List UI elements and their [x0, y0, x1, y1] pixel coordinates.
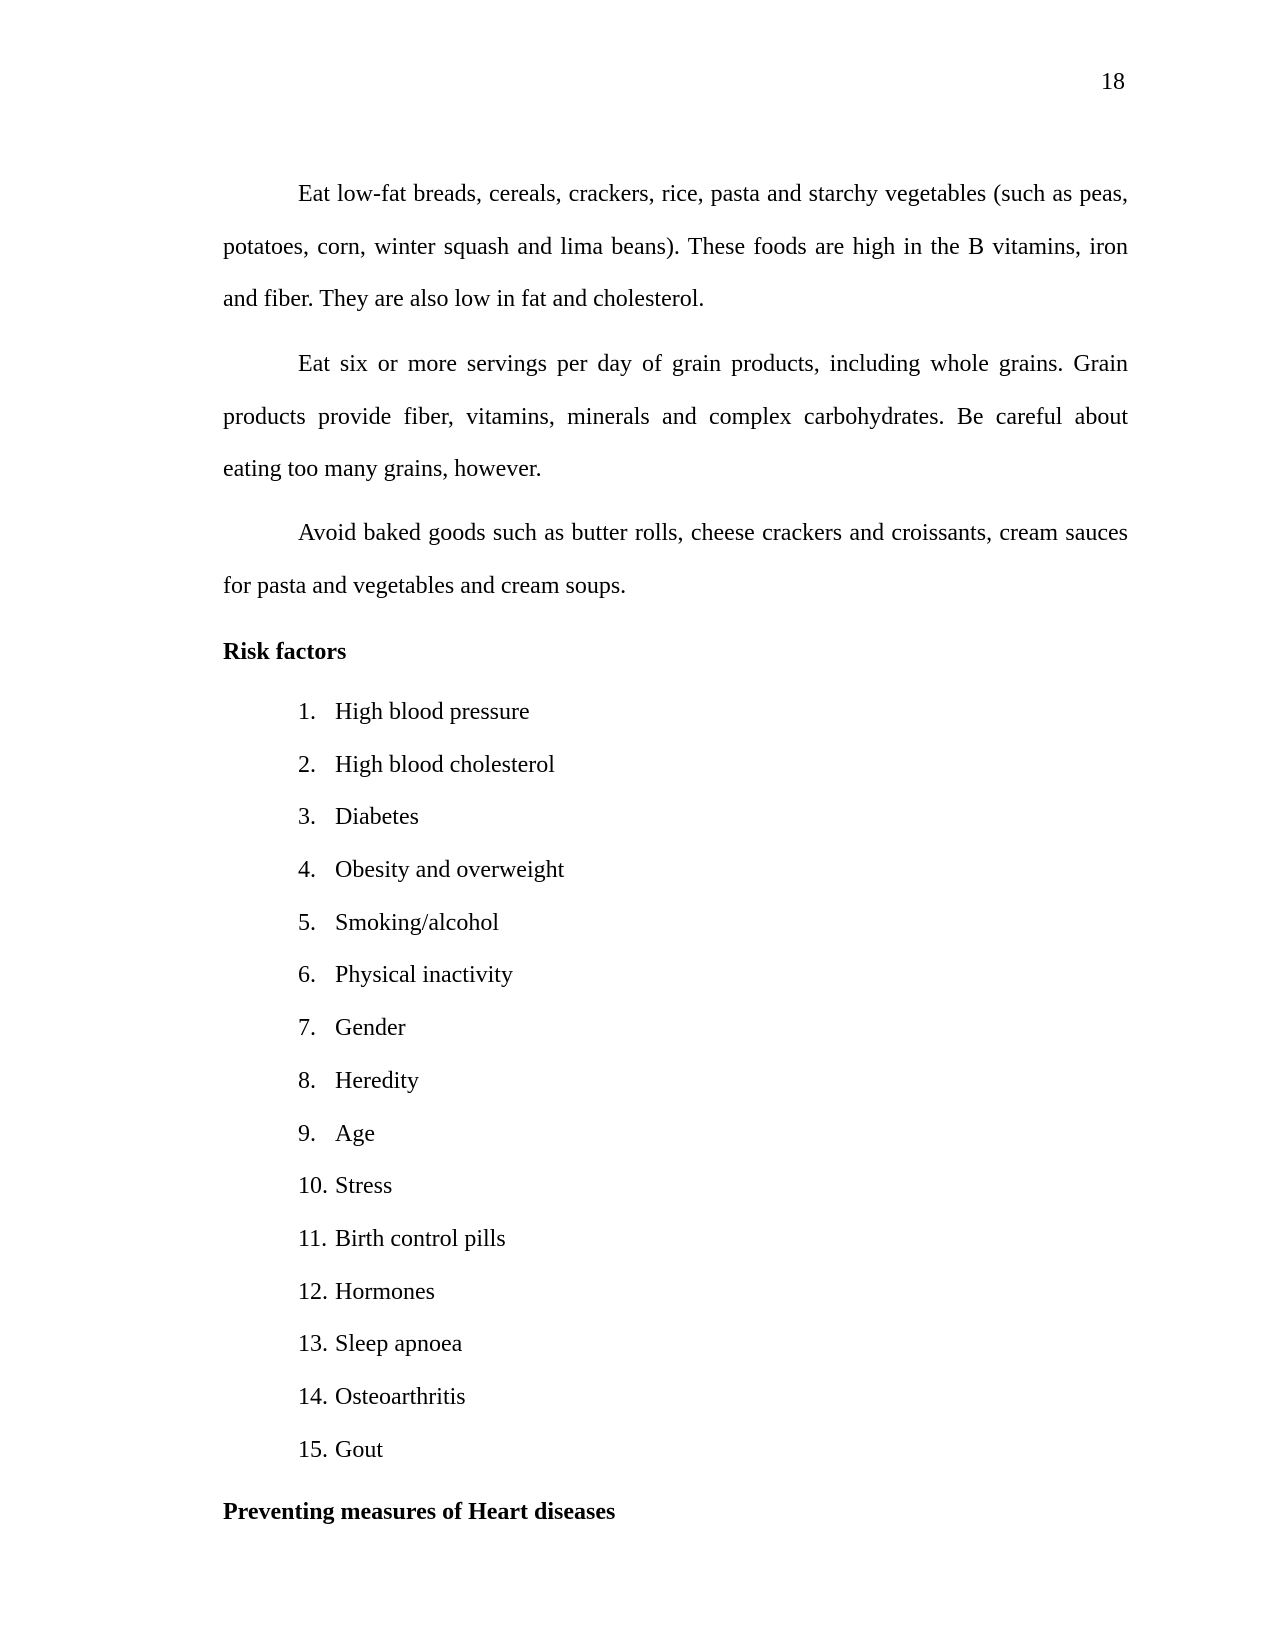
paragraph-avoid-baked-goods: Avoid baked goods such as butter rolls, cheese crackers and croissants, cream sauces for pasta and vegetables and cream soups. — [223, 520, 1128, 599]
list-item-number: 1. — [298, 699, 316, 725]
list-item-text: Birth control pills — [335, 1225, 506, 1252]
list-item-number: 3. — [298, 804, 316, 831]
list-item-number: 9. — [298, 1120, 316, 1147]
page-number: 18 — [1101, 69, 1125, 95]
list-item-number: 12. — [298, 1278, 328, 1305]
list-item-text: Smoking/alcohol — [335, 909, 499, 936]
list-item-text: Osteoarthritis — [335, 1383, 466, 1410]
list-item-text: Heredity — [335, 1067, 419, 1094]
list-item-number: 14. — [298, 1383, 328, 1410]
list-item-text: Diabetes — [335, 804, 419, 831]
list-item-text: Obesity and overweight — [335, 857, 565, 884]
list-item-number: 4. — [298, 857, 316, 884]
list-item-text: High blood pressure — [335, 699, 530, 725]
list-item-text: Gout — [335, 1436, 383, 1463]
list-item-number: 10. — [298, 1173, 328, 1200]
list-item-text: Gender — [335, 1015, 406, 1042]
list-item-number: 7. — [298, 1015, 316, 1042]
list-item-number: 13. — [298, 1331, 328, 1358]
list-item-number: 11. — [298, 1225, 328, 1252]
list-item-text: Physical inactivity — [335, 962, 513, 989]
list-item-text: Hormones — [335, 1278, 435, 1305]
list-item-number: 6. — [298, 962, 316, 989]
list-item-number: 15. — [298, 1436, 328, 1463]
paragraph-low-fat-foods: Eat low-fat breads, cereals, crackers, rice, pasta and starchy vegetables (such as peas, potatoes, corn, winter squash and lima beans). These foods are high in the B vitamins, iron and fiber. They are also low in fat and cholesterol. — [223, 181, 1128, 313]
list-item-text: Sleep apnoea — [335, 1331, 463, 1358]
risk-factors-heading: Risk factors — [223, 639, 347, 665]
list-item-text: Stress — [335, 1173, 393, 1200]
list-item-number: 5. — [298, 909, 316, 936]
list-item-text: High blood cholesterol — [335, 751, 555, 778]
list-item-text: Age — [335, 1120, 375, 1147]
list-item-number: 2. — [298, 751, 316, 778]
list-item-number: 8. — [298, 1067, 316, 1094]
preventing-measures-heading: Preventing measures of Heart diseases — [223, 1499, 616, 1525]
paragraph-grain-servings: Eat six or more servings per day of grain products, including whole grains. Grain products provide fiber, vitamins, minerals and complex carbohydrates. Be careful about eating too many grains, however. — [223, 351, 1128, 483]
